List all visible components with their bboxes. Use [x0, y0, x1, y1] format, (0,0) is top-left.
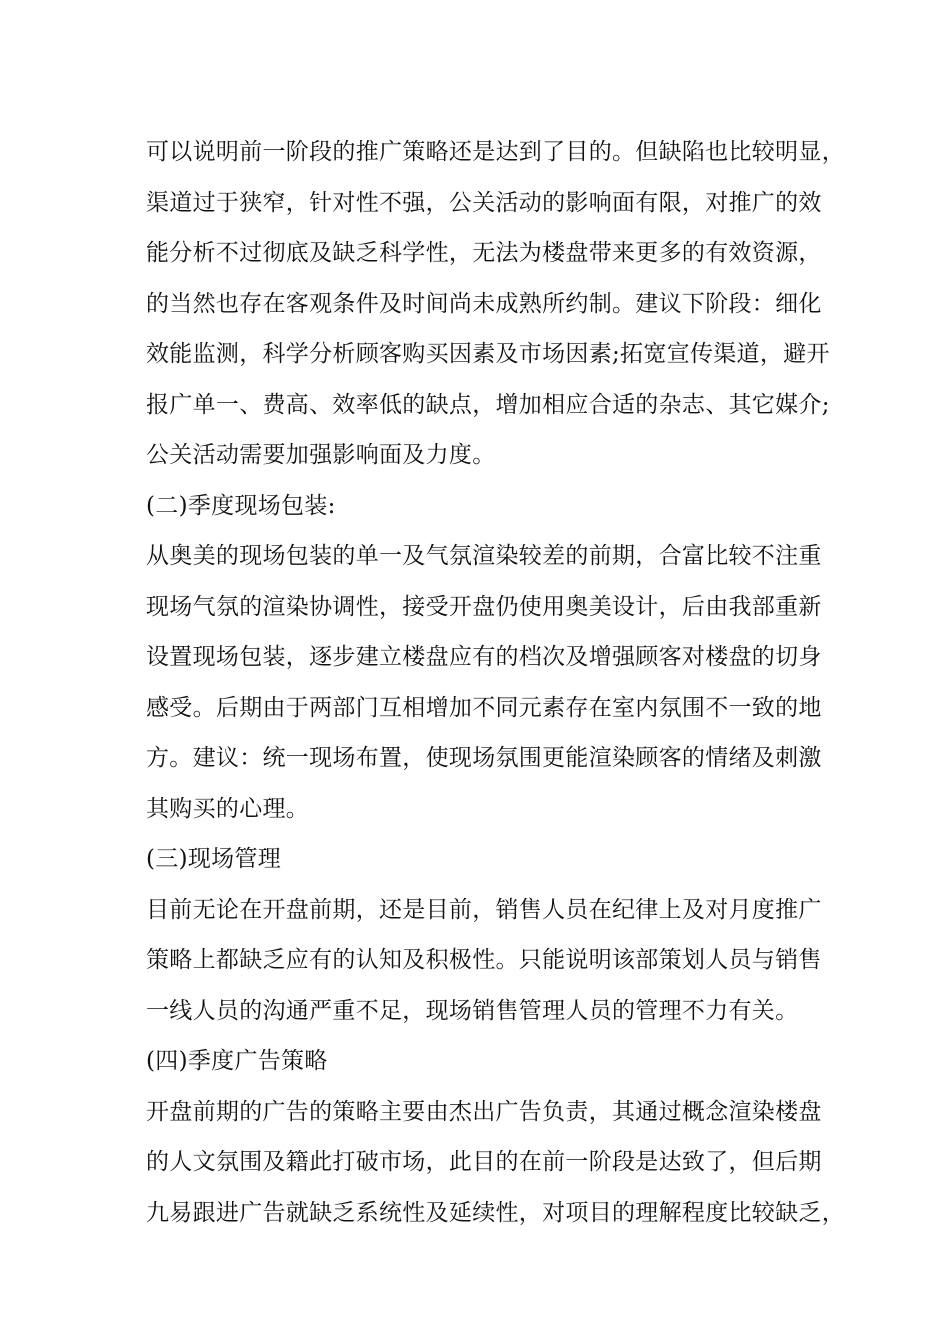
- text-line: 从奥美的现场包装的单一及气氛渲染较差的前期，合富比较不注重: [146, 543, 822, 569]
- text-line: 现场气氛的渲染协调性，接受开盘仍使用奥美设计，后由我部重新: [146, 593, 822, 620]
- text-line: 开盘前期的广告的策略主要由杰出广告负责，其通过概念渲染楼盘: [146, 1098, 822, 1125]
- document-body: [146, 127, 845, 1238]
- text-line: 效能监测，科学分析顾客购买因素及市场因素;拓宽宣传渠道，避开: [146, 341, 830, 367]
- section-heading: (三)现场管理: [146, 846, 282, 872]
- text-line: 目前无论在开盘前期，还是目前，销售人员在纪律上及对月度推广: [146, 896, 822, 923]
- text-line: 的当然也存在客观条件及时间尚未成熟所约制。建议下阶段：细化: [146, 290, 822, 317]
- text-line: 能分析不过彻底及缺乏科学性，无法为楼盘带来更多的有效资源，: [146, 240, 822, 266]
- text-line: 其购买的心理。: [146, 795, 310, 822]
- text-line: 报广单一、费高、效率低的缺点，增加相应合适的杂志、其它媒介;: [146, 391, 830, 418]
- text-line: 可以说明前一阶段的推广策略还是达到了目的。但缺陷也比较明显，: [146, 139, 845, 165]
- text-line: 的人文氛围及籍此打破市场，此目的在前一阶段是达致了，但后期: [146, 1149, 822, 1175]
- text-line: 感受。后期由于两部门互相增加不同元素存在室内氛围不一致的地: [146, 694, 822, 721]
- text-line: 设置现场包装，逐步建立楼盘应有的档次及增强顾客对楼盘的切身: [146, 644, 822, 670]
- text-line: 九易跟进广告就缺乏系统性及延续性，对项目的理解程度比较缺乏，: [146, 1199, 845, 1226]
- text-line: 方。建议：统一现场布置，使现场氛围更能渲染顾客的情绪及刺激: [146, 745, 822, 771]
- text-line: 公关活动需要加强影响面及力度。: [146, 442, 496, 468]
- text-line: 渠道过于狭窄，针对性不强，公关活动的影响面有限，对推广的效: [146, 189, 822, 216]
- text-line: 策略上都缺乏应有的认知及积极性。只能说明该部策划人员与销售: [146, 947, 822, 973]
- section-heading: (二)季度现场包装:: [146, 492, 336, 519]
- section-heading: (四)季度广告策略: [146, 1048, 328, 1074]
- text-line: 一线人员的沟通严重不足，现场销售管理人员的管理不力有关。: [146, 997, 799, 1024]
